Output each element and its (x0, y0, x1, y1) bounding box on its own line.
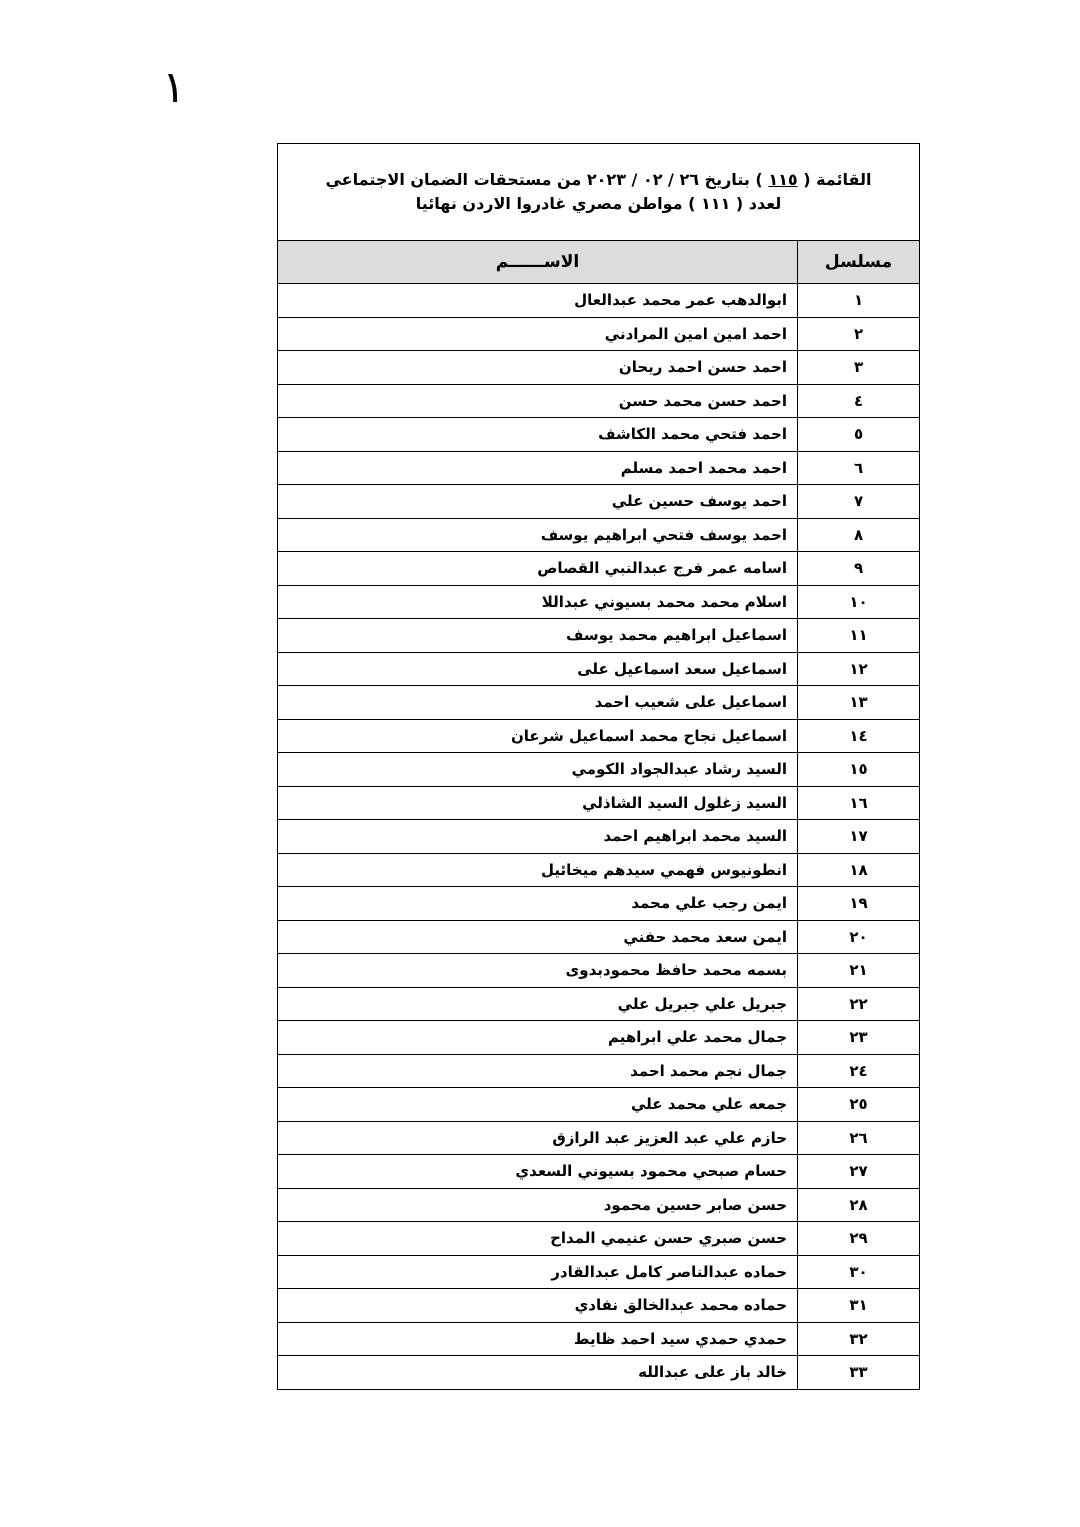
serial-cell: ٢١ (798, 954, 920, 988)
serial-cell: ٨ (798, 518, 920, 552)
page-number: ١ (162, 62, 186, 113)
serial-cell: ٧ (798, 485, 920, 519)
table-row (278, 753, 920, 787)
table-title (278, 144, 920, 241)
serial-cell: ١٨ (798, 853, 920, 887)
table-title-row (278, 144, 920, 241)
title-line-1 (278, 168, 919, 192)
table-row (278, 384, 920, 418)
serial-cell: ١٧ (798, 820, 920, 854)
name-cell: السيد رشاد عبدالجواد الكومي (278, 753, 798, 787)
name-cell: اسامه عمر فرج عبدالنبي القصاص (278, 552, 798, 586)
serial-cell: ١١ (798, 619, 920, 653)
serial-cell: ٥ (798, 418, 920, 452)
name-cell: حسن صابر حسين محمود (278, 1188, 798, 1222)
table-row (278, 619, 920, 653)
table-row (278, 1289, 920, 1323)
name-cell: انطونيوس فهمي سيدهم ميخائيل (278, 853, 798, 887)
name-cell: اسلام محمد محمد بسيوني عبداللا (278, 585, 798, 619)
serial-cell: ٩ (798, 552, 920, 586)
table-row (278, 954, 920, 988)
name-cell: ايمن رجب علي محمد (278, 887, 798, 921)
title-suffix: ) بتاريخ ٢٦ / ٠٢ / ٢٠٢٣ من مستحقات الضمان الاجتماعي (325, 170, 763, 189)
name-cell: اسماعيل نجاح محمد اسماعيل شرعان (278, 719, 798, 753)
table-row (278, 585, 920, 619)
beneficiaries-table (277, 143, 920, 1390)
name-cell: اسماعيل سعد اسماعيل على (278, 652, 798, 686)
name-cell: حماده محمد عبدالخالق نفادي (278, 1289, 798, 1323)
table-row (278, 552, 920, 586)
table-row (278, 920, 920, 954)
name-cell: حسام صبحي محمود بسيوني السعدي (278, 1155, 798, 1189)
serial-cell: ٢٣ (798, 1021, 920, 1055)
serial-cell: ٢٧ (798, 1155, 920, 1189)
table-row (278, 1121, 920, 1155)
table-row (278, 518, 920, 552)
table-row (278, 1322, 920, 1356)
table-row (278, 1054, 920, 1088)
serial-cell: ٢٢ (798, 987, 920, 1021)
serial-cell: ٢٨ (798, 1188, 920, 1222)
name-cell: احمد محمد احمد مسلم (278, 451, 798, 485)
serial-cell: ٢٥ (798, 1088, 920, 1122)
table-row (278, 820, 920, 854)
serial-cell: ٢٠ (798, 920, 920, 954)
table-row (278, 1356, 920, 1390)
name-cell: اسماعيل ابراهيم محمد يوسف (278, 619, 798, 653)
serial-cell: ١٣ (798, 686, 920, 720)
title-line-2: لعدد ( ١١١ ) مواطن مصري غادروا الاردن نهائيا (415, 194, 782, 213)
name-cell: احمد حسن محمد حسن (278, 384, 798, 418)
table-row (278, 1255, 920, 1289)
serial-cell: ٣ (798, 351, 920, 385)
name-cell: ايمن سعد محمد حفني (278, 920, 798, 954)
serial-cell: ١٦ (798, 786, 920, 820)
serial-cell: ٢٩ (798, 1222, 920, 1256)
serial-cell: ١٥ (798, 753, 920, 787)
name-cell: بسمه محمد حافظ محمودبدوى (278, 954, 798, 988)
name-cell: حسن صبري حسن عنيمي المداح (278, 1222, 798, 1256)
serial-cell: ٢ (798, 317, 920, 351)
serial-cell: ١٤ (798, 719, 920, 753)
serial-cell: ٦ (798, 451, 920, 485)
name-cell: السيد محمد ابراهيم احمد (278, 820, 798, 854)
table-row (278, 351, 920, 385)
name-cell: احمد فتحي محمد الكاشف (278, 418, 798, 452)
name-cell: احمد امين امين المرادني (278, 317, 798, 351)
table-row (278, 1188, 920, 1222)
serial-cell: ٣٣ (798, 1356, 920, 1390)
serial-cell: ٢٦ (798, 1121, 920, 1155)
table-row (278, 686, 920, 720)
table-row (278, 652, 920, 686)
serial-cell: ٣٢ (798, 1322, 920, 1356)
name-cell: احمد يوسف حسين علي (278, 485, 798, 519)
table-row (278, 853, 920, 887)
serial-column-header: مسلسل (798, 241, 920, 284)
list-number: ١١٥ (768, 170, 798, 189)
serial-cell: ١ (798, 284, 920, 318)
name-column-header: الاســــــم (278, 241, 798, 284)
title-prefix: القائمة ( (803, 170, 872, 189)
table-row (278, 1155, 920, 1189)
table-row (278, 317, 920, 351)
table-row (278, 1021, 920, 1055)
column-header-row (278, 241, 920, 284)
name-cell: حازم علي عبد العزيز عبد الرازق (278, 1121, 798, 1155)
table-row (278, 1088, 920, 1122)
serial-cell: ٤ (798, 384, 920, 418)
name-cell: حمدي حمدي سيد احمد ظايط (278, 1322, 798, 1356)
name-cell: احمد يوسف فتحي ابراهيم يوسف (278, 518, 798, 552)
table-row (278, 887, 920, 921)
name-cell: خالد باز على عبدالله (278, 1356, 798, 1390)
name-cell: جمال محمد علي ابراهيم (278, 1021, 798, 1055)
name-cell: السيد زغلول السيد الشاذلي (278, 786, 798, 820)
table-row (278, 987, 920, 1021)
serial-cell: ١٢ (798, 652, 920, 686)
serial-cell: ١٠ (798, 585, 920, 619)
table-row (278, 719, 920, 753)
name-cell: احمد حسن احمد ريحان (278, 351, 798, 385)
name-cell: اسماعيل على شعيب احمد (278, 686, 798, 720)
table-row (278, 451, 920, 485)
name-cell: جمال نجم محمد احمد (278, 1054, 798, 1088)
table-row (278, 418, 920, 452)
name-cell: حماده عبدالناصر كامل عبدالقادر (278, 1255, 798, 1289)
serial-cell: ٣١ (798, 1289, 920, 1323)
serial-cell: ٢٤ (798, 1054, 920, 1088)
name-cell: ابوالدهب عمر محمد عبدالعال (278, 284, 798, 318)
serial-cell: ٣٠ (798, 1255, 920, 1289)
serial-cell: ١٩ (798, 887, 920, 921)
name-cell: جبريل علي جبريل علي (278, 987, 798, 1021)
name-cell: جمعه علي محمد علي (278, 1088, 798, 1122)
table-row (278, 786, 920, 820)
table-row (278, 1222, 920, 1256)
table-row (278, 485, 920, 519)
table-row (278, 284, 920, 318)
